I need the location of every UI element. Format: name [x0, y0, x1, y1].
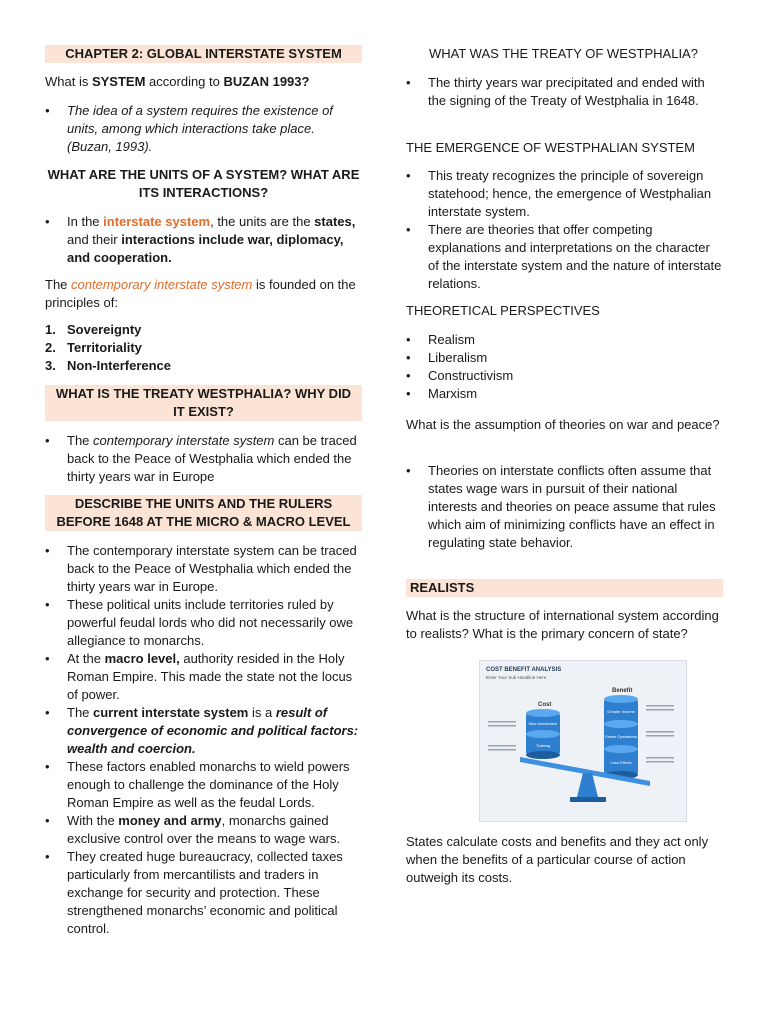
list-item: 3. Non-Interference — [45, 358, 172, 373]
assumption-list — [406, 462, 724, 552]
list-item: • In the interstate system, the units are the states, and their interactions include war, diplomacy, and cooperation. — [45, 213, 362, 267]
list-item: • Constructivism — [406, 367, 724, 385]
perspectives-list — [406, 331, 724, 403]
cost-item-1: New Investment — [528, 721, 558, 726]
benefit-stack — [604, 695, 638, 779]
list-item: • With the money and army, monarchs gained exclusive control over the means to wage wars. — [45, 812, 362, 848]
cost-benefit-illustration — [480, 661, 686, 821]
cost-stack — [526, 709, 560, 759]
units-heading: WHAT ARE THE UNITS OF A SYSTEM? WHAT ARE ITS INTERACTIONS? — [47, 167, 360, 200]
list-item: • These political units include territories ruled by powerful feudal lords who did not necessarily owe allegiance to monarchs. — [45, 596, 362, 650]
list-item: • They created huge bureaucracy, collected taxes particularly from mercantilists and traders in exchange for security and protection. These strengthened monarchs’ economic and political control. — [45, 848, 362, 938]
list-item: 1. Sovereignty — [45, 322, 142, 337]
cost-label: Cost — [538, 702, 552, 708]
principles-list — [45, 321, 362, 375]
question-system: What is SYSTEM according to BUZAN 1993? — [45, 74, 310, 89]
list-item: • The idea of a system requires the existence of units, among which interactions take place. (Buzan, 1993). — [45, 102, 362, 156]
perspectives-heading: THEORETICAL PERSPECTIVES — [406, 303, 600, 318]
figure-subtitle: Enter Your Sub Headline Here — [486, 675, 547, 680]
westphalia-heading: WHAT IS THE TREATY WESTPHALIA? WHY DID IT EXIST? — [45, 385, 362, 421]
list-item: • This treaty recognizes the principle of sovereign statehood; hence, the emergence of Westphalian interstate system. — [406, 167, 724, 221]
units-rulers-list — [45, 542, 362, 938]
emergence-heading: THE EMERGENCE OF WESTPHALIAN SYSTEM — [406, 140, 695, 155]
list-item: • The contemporary interstate system can be traced back to the Peace of Westphalia which ended the thirty years war in Europe. — [45, 542, 362, 596]
emergence-list — [406, 167, 724, 293]
principles-intro: The contemporary interstate system is founded on the principles of: — [45, 277, 356, 310]
realists-question: What is the structure of international system according to realists? What is the primary concern of state? — [406, 608, 719, 641]
realists-answer: States calculate costs and benefits and they act only when the benefits of a particular course of action outweigh its costs. — [406, 834, 709, 885]
list-item: • Marxism — [406, 385, 724, 403]
list-item: • Theories on interstate conflicts often assume that states wage wars in pursuit of their national interests and theories on peace assume that rules which aim of minimizing conflicts have an effect in regulating state behavior. — [406, 462, 724, 552]
treaty-heading: WHAT WAS THE TREATY OF WESTPHALIA? — [429, 46, 698, 61]
list-item: • At the macro level, authority resided in the Holy Roman Empire. This made the state not the locus of power. — [45, 650, 362, 704]
realists-heading: REALISTS — [406, 579, 723, 597]
units-list — [45, 213, 362, 267]
placeholder-text-lines — [488, 705, 674, 763]
list-item: • The contemporary interstate system can be traced back to the Peace of Westphalia which ended the thirty years war in Europe — [45, 432, 362, 486]
benefit-item-3: Less Efforts — [610, 760, 632, 765]
westphalia-list — [45, 432, 362, 486]
assumption-question: What is the assumption of theories on war and peace? — [406, 417, 720, 432]
list-item: • The thirty years war precipitated and ended with the signing of the Treaty of Westphalia in 1648. — [406, 74, 724, 110]
benefit-item-1: Greater Income — [607, 709, 635, 714]
treaty-list — [406, 74, 724, 110]
list-item: • The current interstate system is a result of convergence of economic and political factors: wealth and coercion. — [45, 704, 362, 758]
benefit-label: Benefit — [612, 688, 633, 694]
units-rulers-heading: DESCRIBE THE UNITS AND THE RULERS BEFORE 1648 AT THE MICRO & MACRO LEVEL — [45, 495, 362, 531]
cost-item-2: Training — [535, 743, 551, 748]
list-item: • There are theories that offer competing explanations and interpretations on the character of the interstate system and the nature of interstate relations. — [406, 221, 724, 293]
list-item: 2. Territoriality — [45, 340, 142, 355]
benefit-item-2: Faster Operations — [604, 734, 638, 739]
system-definition-list — [45, 102, 362, 156]
list-item: • These factors enabled monarchs to wield powers enough to challenge the dominance of the Holy Roman Empire as well as the feudal Lords. — [45, 758, 362, 812]
list-item: • Realism — [406, 331, 724, 349]
chapter-heading: CHAPTER 2: GLOBAL INTERSTATE SYSTEM — [45, 45, 362, 63]
list-item: • Liberalism — [406, 349, 724, 367]
figure-title: COST BENEFIT ANALYSIS — [486, 667, 562, 673]
cost-benefit-figure — [479, 660, 687, 822]
